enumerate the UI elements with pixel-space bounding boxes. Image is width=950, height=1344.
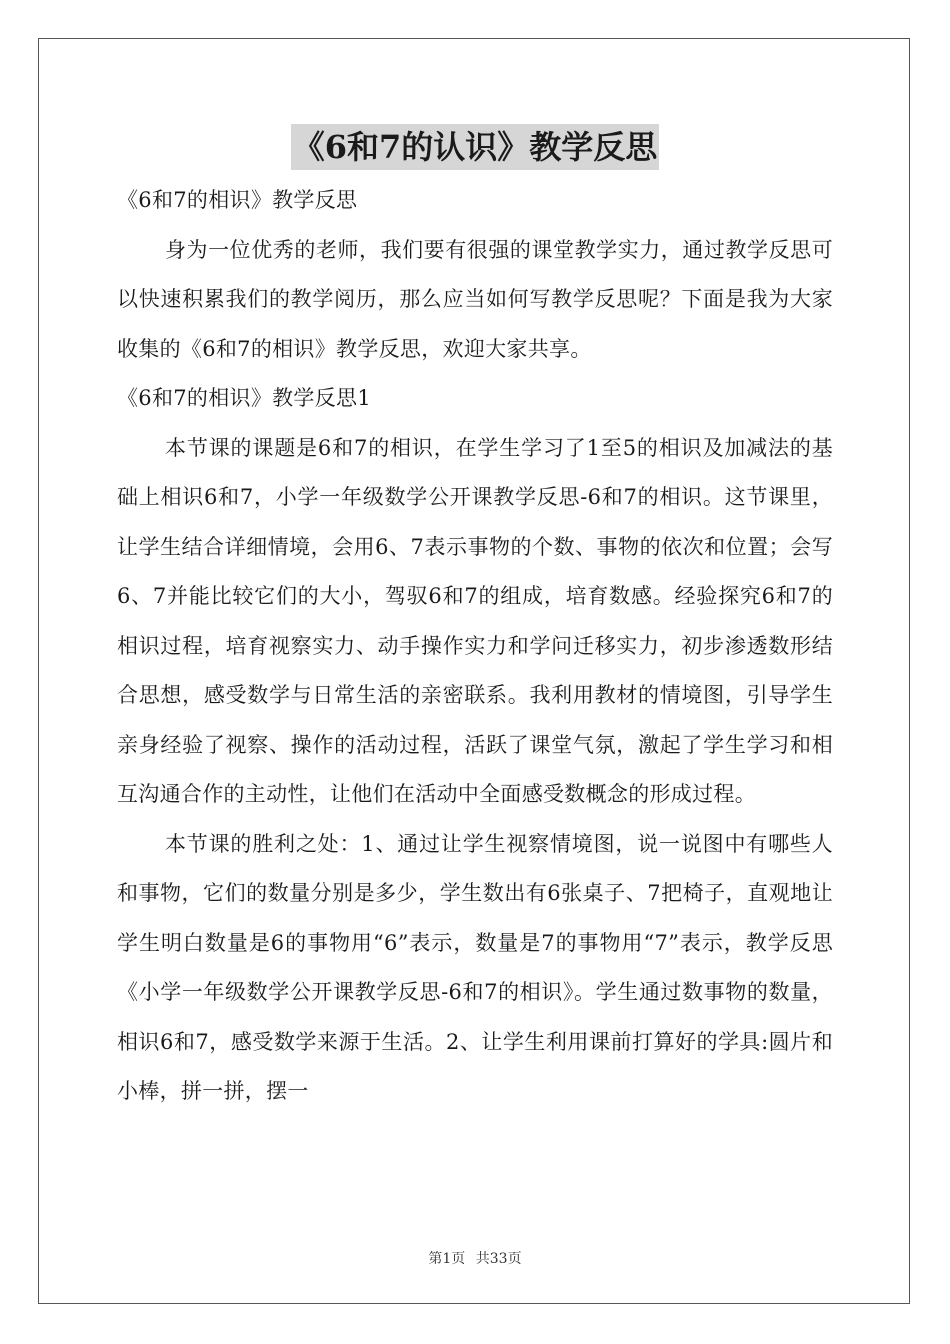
- body-paragraph: 本节课的课题是6和7的相识，在学生学习了1至5的相识及加减法的基础上相识6和7，小学一年级数学公开课教学反思-6和7的相识。这节课里，让学生结合详细情境，会用6、7表示事物的个数、事物的依次和位置；会写6、7并能比较它们的大小，驾驭6和7的组成，培育数感。经验探究6和7的相识过程，培育视察实力、动手操作实力和学问迁移实力，初步渗透数形结合思想，感受数学与日常生活的亲密联系。我利用教材的情境图，引导学生亲身经验了视察、操作的活动过程，活跃了课堂气氛，激起了学生学习和相互沟通合作的主动性，让他们在活动中全面感受数概念的形成过程。: [117, 435, 833, 806]
- total-pages: 共33页: [475, 1251, 522, 1267]
- document-title: 《6和7的认识》教学反思: [291, 124, 660, 170]
- section-heading: 《6和7的相识》教学反思1: [117, 386, 371, 410]
- page-number: 第1页: [428, 1251, 466, 1267]
- page-footer: [0, 1248, 950, 1268]
- subtitle-line: 《6和7的相识》教学反思: [117, 188, 358, 212]
- intro-paragraph: 身为一位优秀的老师，我们要有很强的课堂教学实力，通过教学反思可以快速积累我们的教学阅历，那么应当如何写教学反思呢？下面是我为大家收集的《6和7的相识》教学反思，欢迎大家共享。: [117, 237, 833, 361]
- document-body: [117, 176, 833, 1117]
- body-paragraph: 本节课的胜利之处：1、通过让学生视察情境图，说一说图中有哪些人和事物，它们的数量分别是多少，学生数出有6张桌子、7把椅子，直观地让学生明白数量是6的事物用“6”表示，数量是7的事物用“7”表示，教学反思《小学一年级数学公开课教学反思-6和7的相识》。学生通过数事物的数量，相识6和7，感受数学来源于生活。2、让学生利用课前打算好的学具:圆片和小棒，拼一拼，摆一: [117, 831, 833, 1103]
- title-container: [0, 124, 950, 170]
